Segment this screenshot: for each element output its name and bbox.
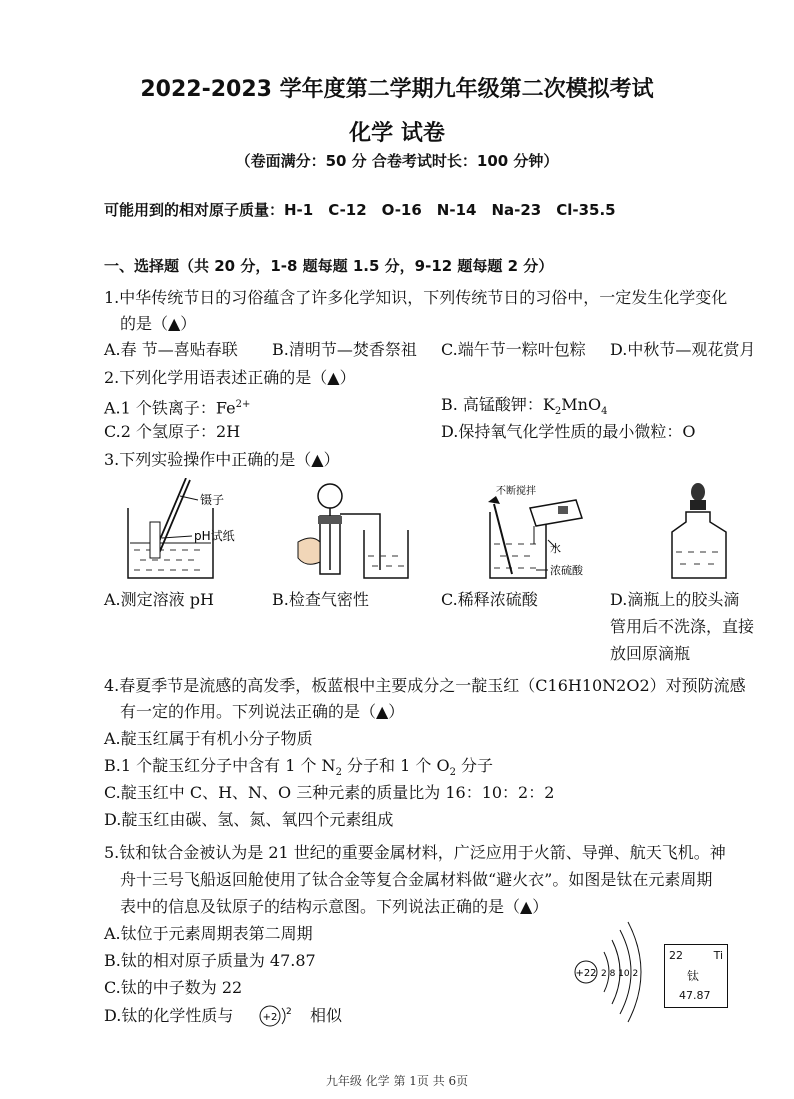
- figure-ph-test: [118, 478, 258, 584]
- figure-dilution: [466, 478, 596, 584]
- q4-option-b: [104, 756, 493, 783]
- subject-title: 化学 试卷: [349, 121, 445, 146]
- q3-option-b: B.检查气密性: [272, 590, 369, 609]
- stopper: [318, 516, 342, 524]
- glass-rod: [494, 504, 512, 574]
- q2-option-c: C.2 个氢原子：2H: [104, 422, 241, 441]
- beaker-b-liquid: [368, 556, 404, 566]
- element-symbol: Ti: [713, 949, 723, 962]
- section-title: 一、选择题（共 20 分，1-8 题每题 1.5 分，9-12 题每题 2 分）: [104, 257, 554, 275]
- label-tweezers: 镊子: [200, 493, 225, 507]
- q5-option-c: C.钛的中子数为 22: [104, 978, 243, 997]
- q2-option-a-text: A.1 个铁离子：Fe: [104, 398, 236, 418]
- ti-shell-counts: 2 8 10 2: [601, 969, 639, 979]
- q5-stem-line3: 表中的信息及钛原子的结构示意图。下列说法正确的是（▲）: [120, 897, 549, 916]
- titanium-atom-diagram: [568, 918, 650, 1026]
- tweezers-arm-2: [158, 480, 190, 556]
- q1-option-a: A.春 节—喜贴春联: [104, 340, 238, 359]
- figure-airtightness: [296, 478, 416, 584]
- small-nucleus-label: +2: [262, 1012, 278, 1023]
- figure-dropping-bottle: [668, 478, 738, 584]
- q5-option-a: A.钛位于元素周期表第二周期: [104, 924, 313, 943]
- q4-option-a: A.靛玉红属于有机小分子物质: [104, 729, 313, 748]
- q2-option-b-sub2: 4: [601, 406, 608, 418]
- label-stir: 不断搅拌: [496, 486, 536, 497]
- q1-option-c: C.端午节一粽叶包粽: [441, 340, 586, 359]
- q3-option-d-line2: 管用后不洗涤，直接: [610, 617, 755, 636]
- small-shell-count: 2: [286, 1007, 292, 1017]
- label-water: 水: [550, 542, 561, 555]
- exam-info: （卷面满分：50 分 合卷考试时长：100 分钟）: [235, 152, 559, 170]
- q2-option-b-sub1: 2: [554, 406, 562, 418]
- beaker-c-liquid: [494, 544, 536, 568]
- bottle-liquid: [676, 552, 718, 564]
- q3-option-d-line1: D.滴瓶上的胶头滴: [610, 590, 740, 609]
- q4-stem-line1: 4.春夏季节是流感的高发季，板蓝根中主要成分之一靛玉红（C16H10N2O2）对预防流感: [104, 676, 746, 695]
- q4-option-b-pre: B.1 个靛玉红分子中含有 1 个 N: [104, 756, 336, 775]
- exam-title: 2022-2023 学年度第二学期九年级第二次模拟考试: [140, 77, 654, 102]
- label-acid: 浓硫酸: [550, 564, 583, 577]
- q4-option-b-sub1: 2: [335, 767, 342, 779]
- q2-option-b-mid: MnO: [561, 395, 602, 414]
- q2-option-a: [104, 395, 250, 418]
- q1-stem-line2: 的是（▲）: [120, 314, 197, 333]
- element-cell: [664, 944, 728, 1008]
- delivery-tube: [340, 514, 380, 570]
- q1-stem-line1: 1.中华传统节日的习俗蕴含了许多化学知识，下列传统节日的习俗中，一定发生化学变化: [104, 288, 728, 307]
- q4-option-c: C.靛玉红中 C、H、N、O 三种元素的质量比为 16：10：2：2: [104, 783, 555, 802]
- funnel-bulb: [318, 484, 342, 508]
- q2-option-d: D.保持氧气化学性质的最小微粒：O: [441, 422, 696, 441]
- q5-stem-line2: 舟十三号飞船返回舱使用了钛合金等复合金属材料做“避火衣”。如图是钛在元素周期: [120, 870, 713, 889]
- q4-option-d: D.靛玉红由碳、氢、氮、氧四个元素组成: [104, 810, 394, 829]
- bottle: [672, 512, 726, 578]
- small-shell-arc: [282, 1008, 285, 1024]
- beaker-b: [364, 530, 408, 578]
- dropper-bulb: [691, 483, 705, 501]
- label-ph-paper: pH试纸: [194, 529, 235, 543]
- q5-option-d-post: 相似: [310, 1006, 343, 1025]
- q5-stem-line1: 5.钛和钛合金被认为是 21 世纪的重要金属材料，广泛应用于火箭、导弹、航天飞机。神: [104, 843, 726, 862]
- pouring-container: [530, 500, 582, 526]
- ti-nucleus-label: +22: [575, 968, 597, 979]
- q3-stem: 3.下列实验操作中正确的是（▲）: [104, 450, 340, 469]
- stir-icon: [488, 496, 500, 504]
- q2-stem: 2.下列化学用语表述正确的是（▲）: [104, 368, 356, 387]
- q3-option-c: C.稀释浓硫酸: [441, 590, 538, 609]
- q2-option-b: [441, 395, 607, 422]
- element-name: 钛: [687, 969, 700, 983]
- hand-icon: [298, 538, 320, 564]
- q1-option-d: D.中秋节—观花赏月: [610, 340, 756, 359]
- q4-option-b-post: 分子: [455, 756, 494, 775]
- q5-option-b: B.钛的相对原子质量为 47.87: [104, 951, 316, 970]
- q5-option-d-pre: D.钛的化学性质与: [104, 1006, 234, 1025]
- beaker-a-liquid-dashes: [134, 550, 200, 570]
- page-footer: 九年级 化学 第 1页 共 6页: [325, 1074, 469, 1088]
- atomic-masses: 可能用到的相对原子质量：H-1 C-12 O-16 N-14 Na-23 Cl-35.5: [104, 201, 616, 219]
- element-atomic-number: 22: [669, 949, 683, 962]
- q4-option-b-sub2: 2: [449, 767, 456, 779]
- element-atomic-mass: 47.87: [679, 989, 711, 1002]
- q3-option-a: A.测定溶液 pH: [104, 590, 214, 609]
- ph-paper: [150, 522, 160, 558]
- q4-option-b-mid: 分子和 1 个 O: [341, 756, 450, 775]
- q2-option-a-sup: 2+: [235, 399, 251, 410]
- q1-option-b: B.清明节—焚香祭祖: [272, 340, 417, 359]
- q4-stem-line2: 有一定的作用。下列说法正确的是（▲）: [120, 702, 405, 721]
- dropper-cap: [690, 500, 706, 510]
- q3-option-d-line3: 放回原滴瓶: [610, 644, 691, 663]
- container-label: [558, 506, 568, 514]
- small-atom-diagram: [256, 1002, 296, 1030]
- q2-option-b-pre: B. 高锰酸钾：K: [441, 395, 555, 414]
